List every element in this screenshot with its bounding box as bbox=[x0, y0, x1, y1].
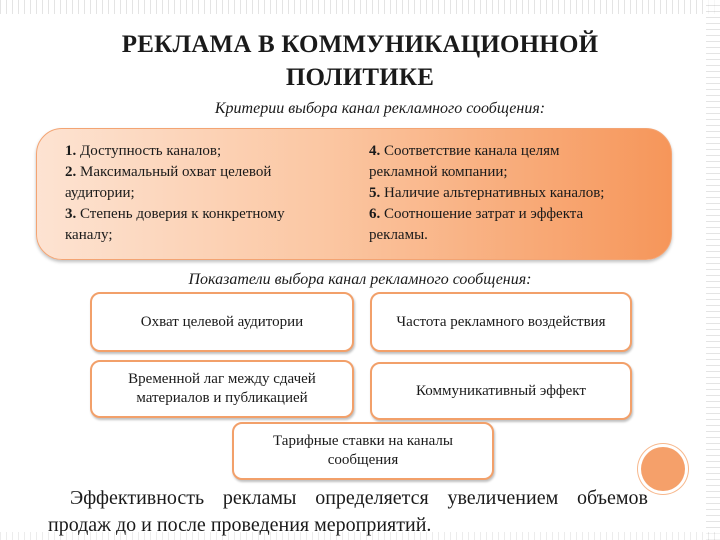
indicator-label: Охват целевой аудитории bbox=[140, 313, 304, 330]
indicator-label: Тарифные ставки на каналы сообщения bbox=[273, 433, 453, 468]
criteria-heading: Критерии выбора канал рекламного сообщения: bbox=[214, 100, 546, 117]
indicator-label: Коммуникативный эффект bbox=[416, 382, 586, 399]
title-line-1: РЕКЛАМА В КОММУНИКАЦИОННОЙ bbox=[121, 31, 599, 58]
conclusion-text bbox=[48, 485, 648, 539]
indicators-heading: Показатели выбора канал рекламного сообщения: bbox=[188, 271, 532, 288]
indicator-box-reach bbox=[90, 292, 354, 352]
title-line-2: ПОЛИТИКЕ bbox=[285, 64, 435, 91]
criteria-item: 5. Наличие альтернативных каналов; bbox=[369, 185, 605, 201]
slide-title bbox=[60, 28, 660, 94]
indicator-box-tariff bbox=[232, 422, 494, 480]
criteria-item-continued: рекламы. bbox=[369, 227, 428, 243]
conclusion-sentence: Эффективность рекламы определяется увеличением объемов продаж до и после проведения мероприятий. bbox=[48, 487, 648, 536]
criteria-item: 3. Степень доверия к конкретному bbox=[65, 206, 285, 222]
decorative-top-border bbox=[0, 0, 720, 14]
criteria-item: 4. Соответствие канала целям bbox=[369, 143, 560, 159]
criteria-item: 1. Доступность каналов; bbox=[65, 143, 222, 159]
indicator-label: Временной лаг между сдачей материалов и публикацией bbox=[128, 371, 316, 406]
criteria-list-right bbox=[369, 141, 669, 246]
criteria-panel bbox=[36, 128, 672, 260]
indicator-box-time-lag bbox=[90, 360, 354, 418]
indicator-label: Частота рекламного воздействия bbox=[396, 313, 606, 330]
indicator-box-communicative-effect bbox=[370, 362, 632, 420]
criteria-list-left bbox=[65, 141, 355, 246]
criteria-item-continued: каналу; bbox=[65, 227, 113, 243]
criteria-item: 6. Соотношение затрат и эффекта bbox=[369, 206, 584, 222]
indicator-box-frequency bbox=[370, 292, 632, 352]
decorative-right-border bbox=[706, 0, 720, 540]
criteria-item: 2. Максимальный охват целевой bbox=[65, 164, 272, 180]
criteria-item-continued: рекламной компании; bbox=[369, 164, 508, 180]
criteria-item-continued: аудитории; bbox=[65, 185, 135, 201]
